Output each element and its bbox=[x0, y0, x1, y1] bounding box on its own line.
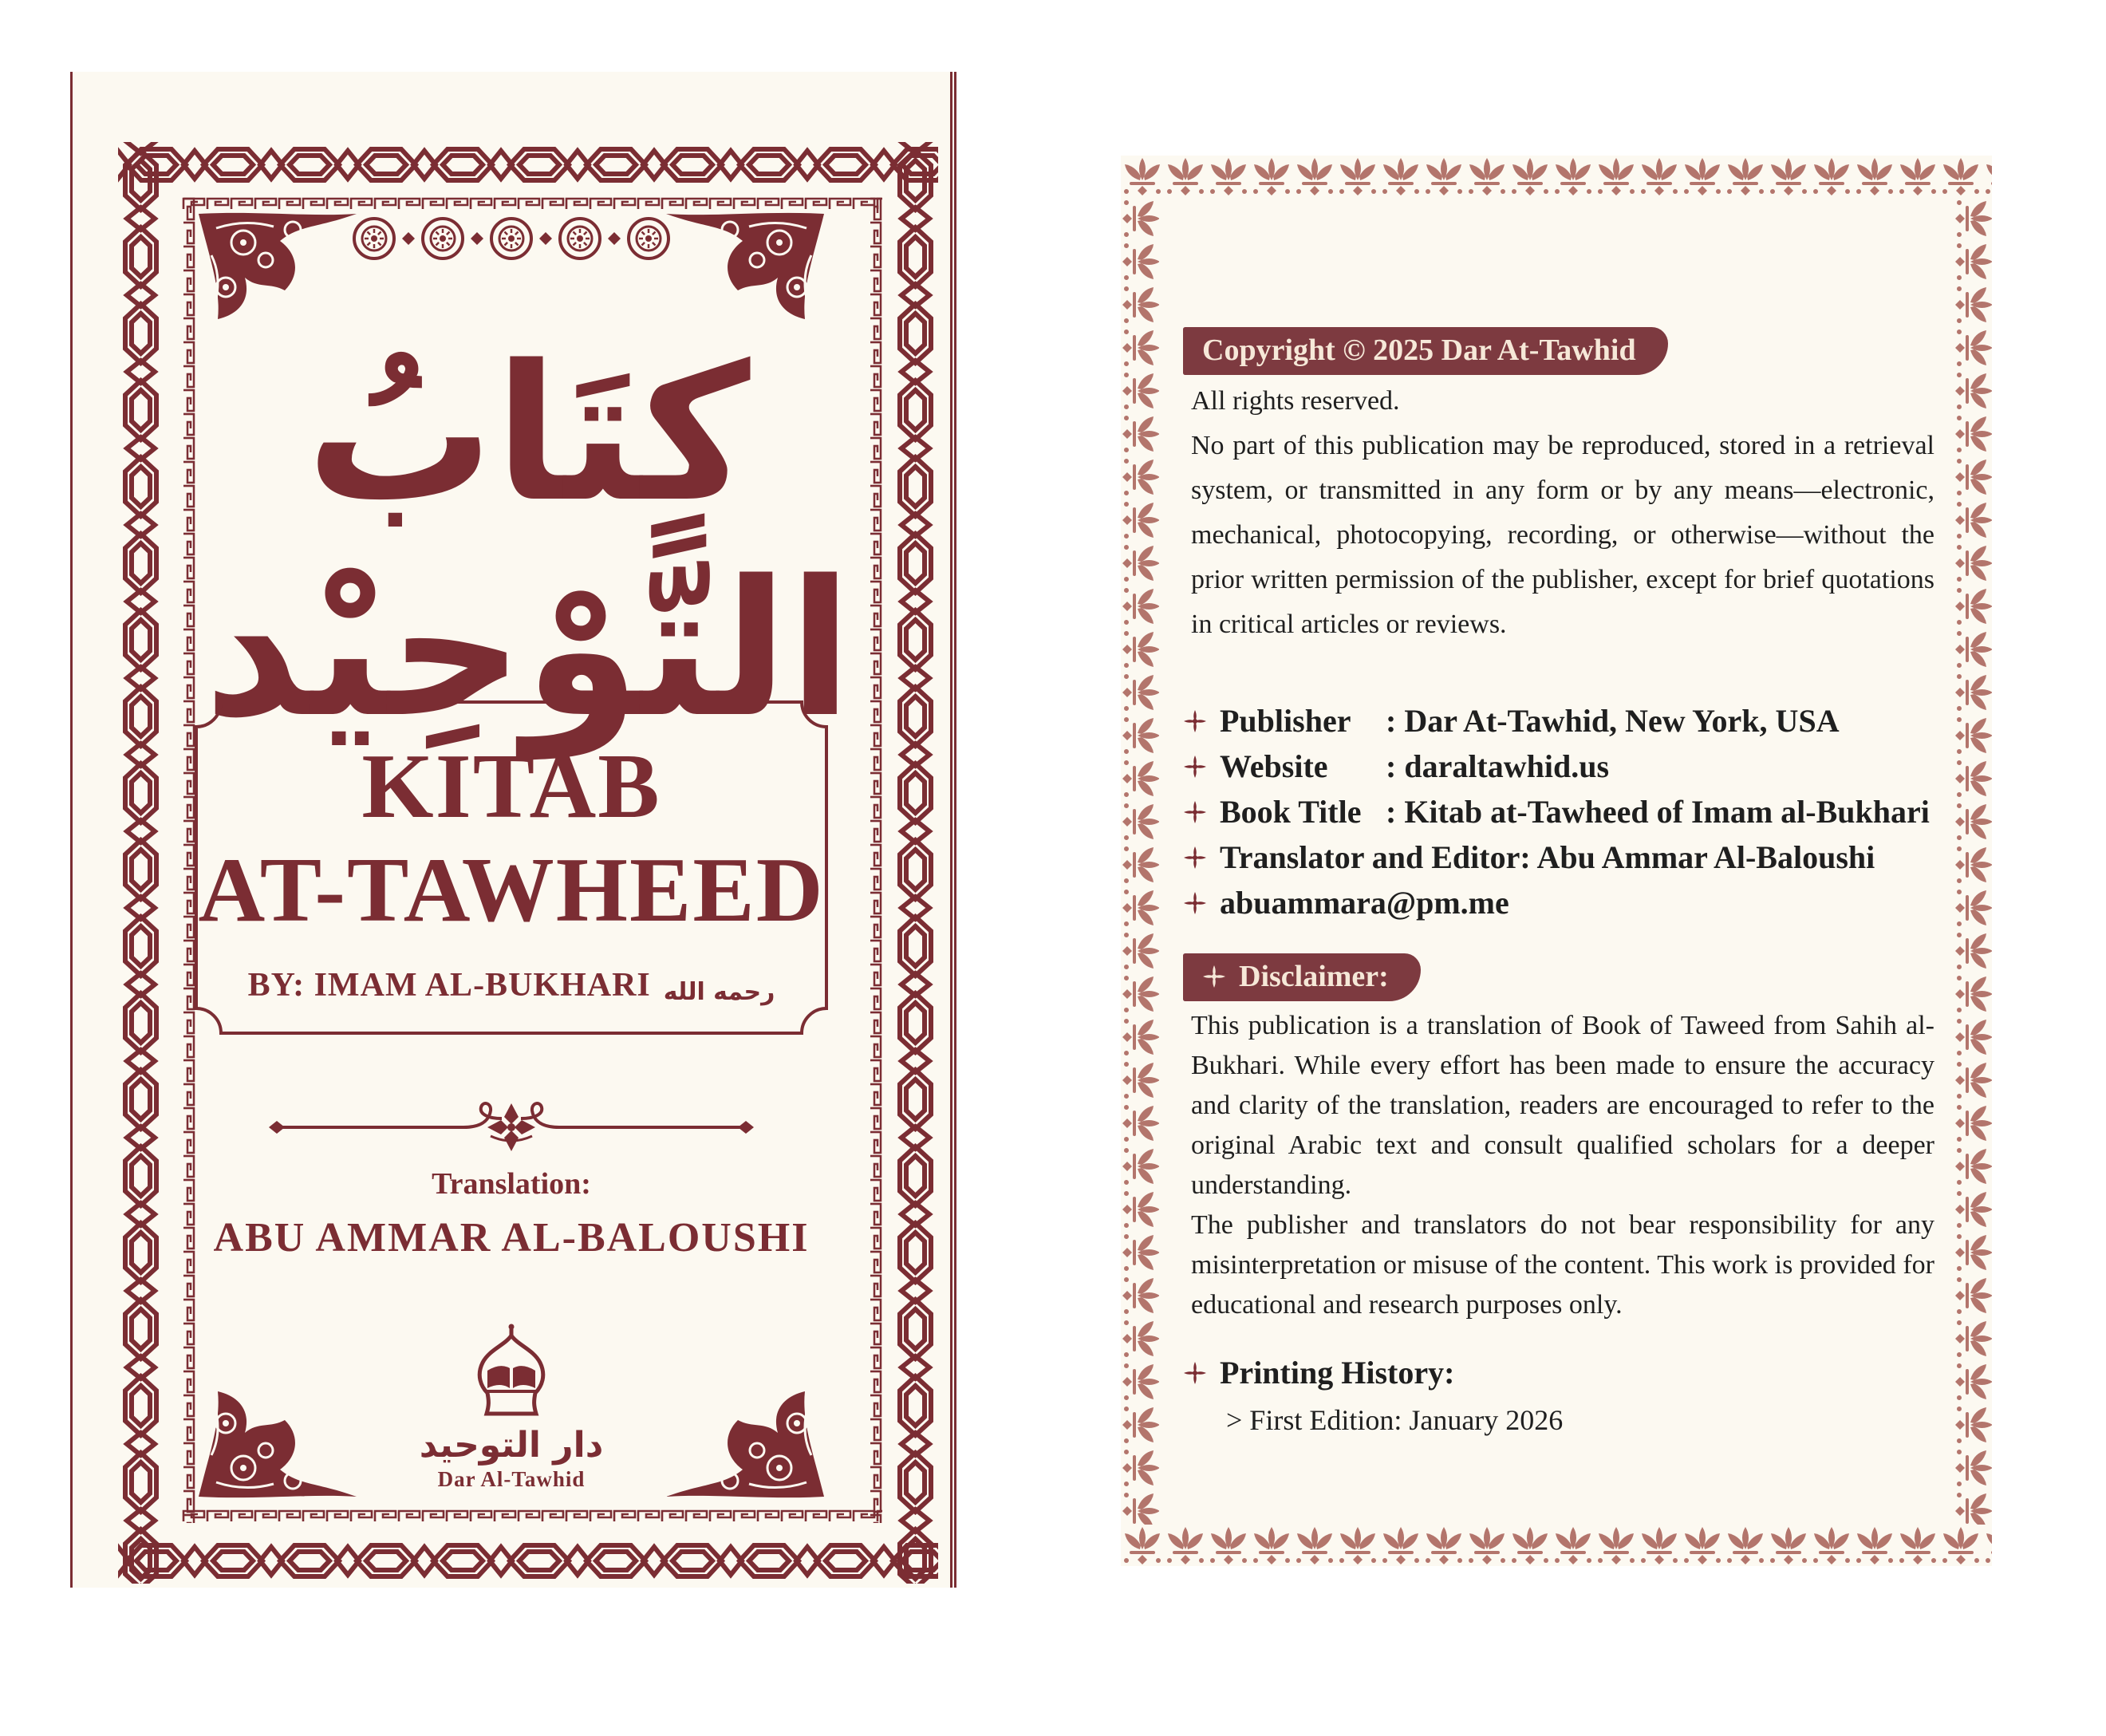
floral-border-right bbox=[1954, 197, 1992, 1525]
detail-value: : daraltawhid.us bbox=[1386, 748, 1610, 784]
title-frame bbox=[192, 698, 830, 1037]
cover-title-line1: KITAB bbox=[361, 735, 661, 838]
detail-value: : Dar At-Tawhid, New York, USA bbox=[1386, 703, 1840, 739]
cover-byline bbox=[247, 966, 775, 1007]
rights-line: All rights reserved. bbox=[1191, 386, 1400, 416]
floral-border-left bbox=[1121, 197, 1159, 1525]
copyright-banner-label: Copyright © 2025 Dar At-Tawhid bbox=[1202, 333, 1636, 367]
byline-text: BY: IMAM AL-BUKHARI bbox=[247, 967, 651, 1004]
detail-row-translator bbox=[1183, 834, 1944, 880]
printing-history-item: > First Edition: January 2026 bbox=[1226, 1404, 1564, 1436]
cover-page bbox=[70, 72, 956, 1588]
rosette-band-icon bbox=[340, 215, 683, 262]
honorific-mark: رحمه الله bbox=[663, 978, 775, 1007]
detail-row-email bbox=[1183, 880, 1944, 925]
flower-bullet-icon bbox=[1183, 755, 1207, 779]
logo-wordmark: Dar Al-Tawhid bbox=[437, 1467, 586, 1491]
floral-border-bottom bbox=[1121, 1525, 1992, 1566]
flower-bullet-icon bbox=[1183, 709, 1207, 733]
detail-label: Publisher bbox=[1220, 703, 1351, 739]
publication-details bbox=[1183, 698, 1944, 925]
printing-history-label: Printing History: bbox=[1220, 1355, 1455, 1391]
printing-history-heading bbox=[1183, 1354, 1454, 1391]
flower-bullet-icon bbox=[1183, 846, 1207, 870]
disclaimer-text bbox=[1191, 1006, 1934, 1325]
copyright-page bbox=[1121, 156, 1992, 1566]
disclaimer-banner-label: Disclaimer: bbox=[1239, 960, 1389, 993]
detail-row-website bbox=[1183, 744, 1944, 789]
detail-label: Website bbox=[1220, 748, 1328, 784]
copyright-banner bbox=[1183, 327, 1668, 375]
flower-bullet-icon bbox=[1183, 1361, 1207, 1385]
disclaimer-paragraph-1: This publication is a translation of Book of Taweed from Sahih al-Bukhari. While every effort has been made to ensure the accuracy and clarity of the translation, readers are encouraged to refer to the original Arabic text and consult qualified scholars for a deeper understanding. bbox=[1191, 1011, 1934, 1200]
detail-label: Book Title bbox=[1220, 794, 1362, 830]
detail-value: Translator and Editor: Abu Ammar Al-Baloushi bbox=[1220, 839, 1875, 875]
ornamental-divider-icon bbox=[264, 1091, 759, 1163]
logo-arabic-text: دار التوحيد bbox=[419, 1425, 604, 1466]
disclaimer-paragraph-2: The publisher and translators do not bear responsibility for any misinterpretation or misuse of the content. This work is provided for educational and research purposes only. bbox=[1191, 1210, 1934, 1320]
translator-name: ABU AMMAR AL-BALOUSHI bbox=[213, 1215, 810, 1261]
publisher-logo bbox=[73, 1323, 950, 1492]
floral-border-top bbox=[1121, 156, 1992, 197]
greek-key-border-bottom bbox=[182, 1509, 882, 1523]
cover-border-bottom bbox=[118, 1538, 938, 1584]
detail-value: : Kitab at-Tawheed of Imam al-Bukhari bbox=[1386, 794, 1930, 830]
cover-title-line2: AT-TAWHEED bbox=[198, 838, 825, 941]
cover-border-top bbox=[118, 142, 938, 187]
dome-book-logo-icon bbox=[440, 1323, 583, 1428]
disclaimer-banner bbox=[1183, 953, 1421, 1001]
cover-arabic-title: كِتَابُ التَّوْحِيْد bbox=[203, 326, 853, 760]
detail-row-book-title bbox=[1183, 789, 1944, 834]
flower-bullet-icon bbox=[1183, 800, 1207, 824]
flower-bullet-icon bbox=[1183, 891, 1207, 915]
detail-value: abuammara@pm.me bbox=[1220, 885, 1509, 921]
copyright-body: No part of this publication may be reproduced, stored in a retrieval system, or transmitted in any form or by any means—electronic, mechanical, photocopying, recording, or otherwise—without the prior written permission of the publisher, except for brief quotations in critical articles or reviews. bbox=[1191, 431, 1934, 639]
translation-label: Translation: bbox=[432, 1167, 591, 1201]
detail-row-publisher bbox=[1183, 698, 1944, 744]
flower-bullet-icon bbox=[1202, 965, 1226, 988]
